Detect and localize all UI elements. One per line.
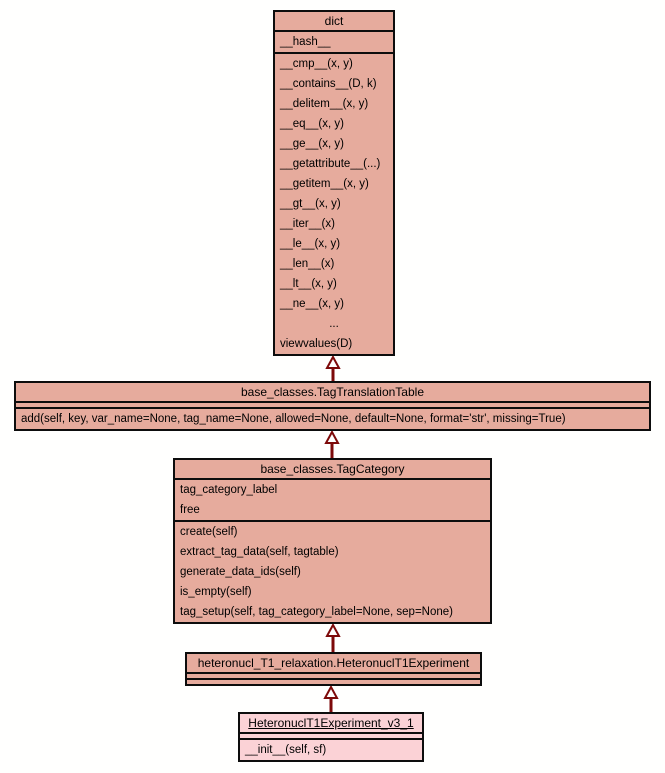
class-box-heteronuclt1experiment bbox=[185, 652, 482, 686]
member-row: __init__(self, sf) bbox=[245, 744, 327, 756]
inheritance-arrow-heteronuclt1experiment-to-tagcategory bbox=[325, 624, 341, 652]
member-row: __delitem__(x, y) bbox=[280, 98, 369, 110]
member-row: generate_data_ids(self) bbox=[180, 566, 301, 578]
member-row: ... bbox=[329, 318, 339, 330]
member-row: free bbox=[180, 504, 200, 516]
member-row: viewvalues(D) bbox=[280, 338, 353, 350]
member-row: __gt__(x, y) bbox=[280, 198, 341, 210]
member-row: extract_tag_data(self, tagtable) bbox=[180, 546, 339, 558]
class-title: dict bbox=[324, 14, 344, 28]
member-row: tag_setup(self, tag_category_label=None, sep=None) bbox=[180, 606, 453, 618]
member-row: __lt__(x, y) bbox=[280, 278, 337, 290]
class-methods bbox=[187, 678, 480, 684]
class-methods bbox=[175, 520, 490, 622]
member-row: __eq__(x, y) bbox=[280, 118, 344, 130]
class-box-dict bbox=[273, 10, 395, 356]
member-row: __iter__(x) bbox=[280, 218, 335, 230]
member-row: __len__(x) bbox=[280, 258, 335, 270]
member-row: __cmp__(x, y) bbox=[280, 58, 353, 70]
member-row: __le__(x, y) bbox=[280, 238, 341, 250]
member-row: tag_category_label bbox=[180, 484, 278, 496]
member-row: __getattribute__(...) bbox=[280, 158, 381, 170]
member-row: __getitem__(x, y) bbox=[280, 178, 369, 190]
member-row: __hash__ bbox=[280, 36, 331, 48]
member-row: is_empty(self) bbox=[180, 586, 252, 598]
inheritance-arrow-tagtranslationtable-to-dict bbox=[325, 356, 341, 381]
class-box-tagtranslationtable bbox=[14, 381, 651, 431]
class-methods bbox=[16, 407, 649, 429]
class-box-tagcategory bbox=[173, 458, 492, 624]
class-attributes bbox=[175, 478, 490, 520]
member-row: create(self) bbox=[180, 526, 238, 538]
class-box-heteronuclt1experiment-v3-1 bbox=[238, 712, 424, 762]
class-methods bbox=[275, 52, 393, 354]
class-methods bbox=[240, 738, 422, 760]
class-attributes bbox=[275, 30, 393, 52]
class-title: base_classes.TagCategory bbox=[260, 462, 405, 476]
member-row: __ne__(x, y) bbox=[280, 298, 344, 310]
class-title: base_classes.TagTranslationTable bbox=[241, 385, 424, 399]
class-title: heteronucl_T1_relaxation.HeteronuclT1Experiment bbox=[197, 656, 470, 670]
class-title: HeteronuclT1Experiment_v3_1 bbox=[248, 716, 414, 730]
inheritance-arrow-v3-1-to-heteronuclt1experiment bbox=[323, 686, 339, 712]
member-row: add(self, key, var_name=None, tag_name=None, allowed=None, default=None, format='str', missing=True) bbox=[21, 413, 566, 425]
member-row: __contains__(D, k) bbox=[280, 78, 377, 90]
inheritance-arrow-tagcategory-to-tagtranslationtable bbox=[324, 431, 340, 458]
member-row: __ge__(x, y) bbox=[280, 138, 344, 150]
